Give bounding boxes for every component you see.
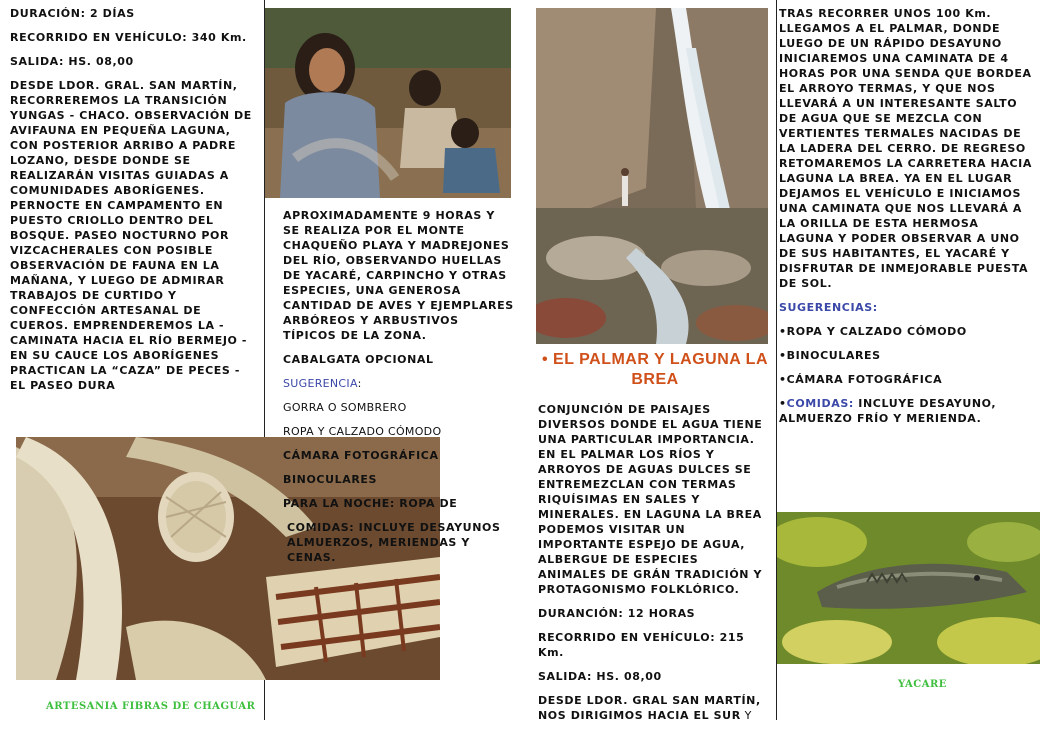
duration-text: DURACIÓN: 2 DÍAS: [10, 7, 135, 20]
bullet-icon: •: [541, 351, 549, 368]
departure-text: SALIDA: HS. 08,00: [10, 55, 134, 68]
el-palmar-title: EL PALMAR Y LAGUNA LA BREA: [553, 351, 768, 388]
suggestion-clothes: •ROPA Y CALZADO CÓMODO: [779, 325, 967, 338]
route-description: APROXIMADAMENTE 9 HORAS Y SE REALIZA POR EL MONTE CHAQUEÑO PLAYA Y MADREJONES DEL RÍO, OBSERVANDO HUELLAS DE YACARÉ, CARPINCHO Y OTRAS ESPECIES, UNA GENEROSA CANTIDAD DE AVES Y EJEMPLARES ARBÓREOS Y ARBUSTIVOS TÍPICOS DE LA ZONA.: [283, 209, 514, 342]
palmar-itinerary: TRAS RECORRER UNOS 100 Km. LLEGAMOS A EL PALMAR, DONDE LUEGO DE UN RÁPIDO DESAYUNO INICIAREMOS UNA CAMINATA DE 4 HORAS POR UNA SENDA QUE BORDEA EL ARROYO TERMAS, Y QUE NOS LLEVARÁ A UN INTERESANTE SALTO DE AGUA QUE SE MEZCLA CON VERTIENTES TERMALES NACIDAS DE LA LADERA DEL CERRO. DE REGRESO RETOMAREMOS LA CARRETERA HACIA LAGUNA LA BREA. YA EN EL LUGAR DEJAMOS EL VEHÍCULO E INICIAMOS UNA CAMINATA QUE NOS LLEVARÁ A LA ORILLA DE ESTA HERMOSA LAGUNA Y PODER OBSERVAR A UNO DE SUS HABITANTES, EL YACARÉ Y DISFRUTAR DE INMEJORABLE PUESTA DE SOL.: [779, 7, 1032, 290]
column-1-text: [10, 6, 256, 402]
chaguar-caption: ARTESANIA FIBRAS DE CHAGUAR: [46, 701, 256, 712]
waterfall-photo: [536, 8, 768, 344]
suggestions-heading: SUGERENCIAS:: [779, 301, 878, 314]
palmar-origin-text: DESDE LDOR. GRAL SAN MARTÍN, NOS DIRIGIMOS HACIA EL SUR: [538, 694, 761, 722]
caiman-caption: YACARE: [898, 679, 947, 690]
column-4-text: [779, 6, 1034, 435]
suggestion-camera: •CÁMARA FOTOGRÁFICA: [779, 373, 943, 386]
night-clothes-item: PARA LA NOCHE: ROPA DE: [283, 497, 458, 510]
palmar-distance: RECORRIDO EN VEHÍCULO: 215 Km.: [538, 631, 745, 659]
palmar-duration: DURANCIÓN: 12 HORAS: [538, 607, 696, 620]
meals-label: COMIDAS:: [786, 397, 854, 410]
caiman-illustration: [777, 512, 1040, 664]
tour-description: DESDE LDOR. GRAL. SAN MARTÍN, RECORREREMOS LA TRANSICIÓN YUNGAS - CHACO. OBSERVACIÓN DE AVIFAUNA EN PEQUEÑA LAGUNA, CON POSTERIOR ARRIBO A PADRE LOZANO, DESDE DONDE SE REALIZARÁN VISITAS GUIADAS A COMUNIDADES ABORÍGENES. PERNOCTE EN CAMPAMENTO EN PUESTO CRIOLLO DENTRO DEL BOSQUE. PASEO NOCTURNO POR VIZCACHERALES CON POSIBLE OBSERVACIÓN DE FAUNA EN LA MAÑANA, Y LUEGO DE ADMIRAR TRABAJOS DE CURTIDO Y CONFECCIÓN ARTESANAL DE CUEROS. EMPRENDEREMOS LA - CAMINATA HACIA EL RÍO BERMEJO - EN SU CAUCE LOS ABORÍGENES PRACTICAN LA “CAZA” DE PECES - EL PASEO DURA: [10, 79, 252, 392]
camera-item: CÁMARA FOTOGRÁFICA: [283, 449, 439, 462]
horseback-option: CABALGATA OPCIONAL: [283, 353, 434, 366]
suggestion-item: GORRA O SOMBRERO: [283, 401, 407, 414]
suggestion-binoculars: •BINOCULARES: [779, 349, 881, 362]
palmar-origin-tail: Y: [740, 709, 752, 722]
meals-text: INCLUYE DESAYUNO, ALMUERZO FRÍO Y MERIENDA.: [779, 397, 997, 425]
palmar-departure: SALIDA: HS. 08,00: [538, 670, 662, 683]
column-3-text: [538, 402, 770, 732]
suggestion-heading: [283, 376, 515, 391]
el-palmar-heading: [540, 350, 770, 390]
aboriginal-family-illustration: [265, 8, 511, 198]
vehicle-distance-text: RECORRIDO EN VEHÍCULO: 340 Km.: [10, 31, 247, 44]
suggestion-item: ROPA Y CALZADO CÓMODO: [283, 425, 442, 438]
caiman-photo: [777, 512, 1040, 664]
suggestion-colon: :: [357, 377, 362, 390]
suggestion-label: SUGERENCIA: [283, 377, 358, 390]
binoculars-item: BINOCULARES: [283, 473, 378, 486]
column-2-text: [283, 208, 515, 574]
suggestion-meals: [779, 396, 1034, 426]
palmar-description: CONJUNCIÓN DE PAISAJES DIVERSOS DONDE EL AGUA TIENE UNA PARTICULAR IMPORTANCIA. EN EL PALMAR LOS RÍOS Y ARROYOS DE AGUAS DULCES SE ENTREMEZCLAN CON TERMAS RIQUÍSIMAS EN SALES Y MINERALES. EN LAGUNA LA BREA PODEMOS VISITAR UN IMPORTANTE ESPEJO DE AGUA, ALBERGUE DE ESPECIES ANIMALES DE GRÁN TRADICIÓN Y PROTAGONISMO FOLKLÓRICO.: [538, 403, 763, 596]
meals-item: COMIDAS: INCLUYE DESAYUNOS ALMUERZOS, MERIENDAS Y CENAS.: [287, 521, 501, 564]
waterfall-illustration: [536, 8, 768, 344]
aboriginal-family-photo: [265, 8, 511, 198]
meals-bullet: •: [779, 397, 787, 410]
palmar-origin: [538, 693, 770, 723]
